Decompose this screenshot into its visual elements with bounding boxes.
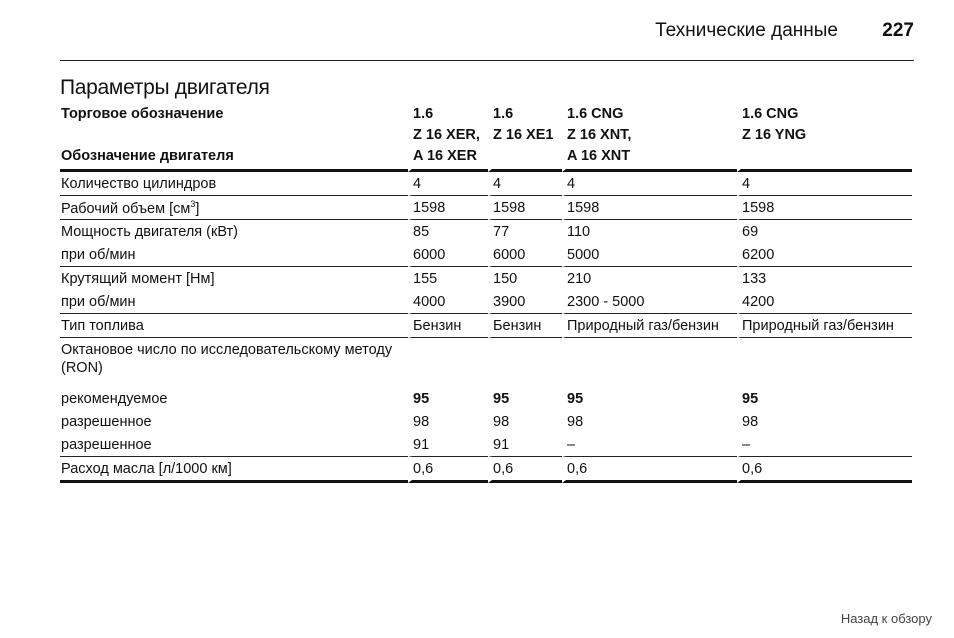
table-row bbox=[60, 433, 912, 457]
cell: 95 bbox=[493, 390, 510, 407]
table-row bbox=[60, 196, 912, 220]
back-to-overview-link[interactable]: Назад к обзору bbox=[840, 611, 932, 626]
cell: 77 bbox=[488, 220, 562, 243]
section-title: Технические данные bbox=[655, 20, 838, 41]
cell: 110 bbox=[562, 220, 737, 243]
cell: Бензин bbox=[408, 314, 488, 338]
cell: – bbox=[562, 433, 737, 457]
table-row bbox=[60, 220, 912, 243]
row-label: рекомендуемое bbox=[61, 390, 168, 407]
cell: 1598 bbox=[562, 196, 737, 220]
column-header: 1.6 CNG bbox=[562, 106, 737, 127]
cell: – bbox=[737, 433, 912, 457]
row-label: при об/мин bbox=[60, 290, 408, 314]
row-label: Мощность двигателя (кВт) bbox=[61, 223, 238, 240]
label-suffix: ] bbox=[195, 200, 200, 217]
cell: 2300 - 5000 bbox=[562, 290, 737, 314]
column-header: 1.6 bbox=[408, 106, 488, 127]
cell: Природный газ/бензин bbox=[562, 314, 737, 338]
row-label: при об/мин bbox=[60, 243, 408, 267]
table-header-row bbox=[60, 127, 912, 148]
cell: 0,6 bbox=[562, 457, 737, 483]
cell: 69 bbox=[737, 220, 912, 243]
column-header: A 16 XNT bbox=[562, 148, 737, 172]
row-label: разрешенное bbox=[60, 433, 408, 457]
cell: 150 bbox=[488, 267, 562, 290]
column-header bbox=[488, 148, 562, 172]
cell: 6000 bbox=[408, 243, 488, 267]
table-row bbox=[60, 243, 912, 267]
column-header: 1.6 bbox=[488, 106, 562, 127]
cell: 6200 bbox=[737, 243, 912, 267]
column-header: Z 16 XNT, bbox=[562, 127, 737, 148]
row-label: Количество цилиндров bbox=[60, 172, 408, 196]
header-divider bbox=[60, 60, 914, 61]
cell: 0,6 bbox=[737, 457, 912, 483]
column-header: Z 16 XER, bbox=[408, 127, 488, 148]
cell: 95 bbox=[567, 390, 584, 407]
cell: 4200 bbox=[737, 290, 912, 314]
superscript: 3 bbox=[190, 198, 196, 209]
row-label: разрешенное bbox=[61, 413, 152, 430]
cell: 4000 bbox=[408, 290, 488, 314]
row-label: Расход масла [л/1000 км] bbox=[60, 457, 408, 483]
row-label: Тип топлива bbox=[60, 314, 408, 338]
cell: 133 bbox=[737, 267, 912, 290]
table-row bbox=[60, 314, 912, 338]
engine-specs-table bbox=[60, 106, 912, 483]
column-header: 1.6 CNG bbox=[737, 106, 912, 127]
page-title: Параметры двигателя bbox=[60, 76, 270, 99]
cell: 1598 bbox=[737, 196, 912, 220]
cell: 91 bbox=[488, 433, 562, 457]
header-label: Обозначение двигателя bbox=[60, 148, 408, 172]
column-header: A 16 XER bbox=[408, 148, 488, 172]
cell: 4 bbox=[408, 172, 488, 196]
label-text: Рабочий объем [см bbox=[61, 200, 191, 217]
table-row bbox=[60, 172, 912, 196]
row-label: Крутящий момент [Нм] bbox=[61, 270, 215, 287]
table-row bbox=[60, 457, 912, 483]
cell: 1598 bbox=[408, 196, 488, 220]
table-row bbox=[60, 387, 912, 410]
cell: 3900 bbox=[488, 290, 562, 314]
cell: 95 bbox=[742, 390, 759, 407]
cell: 4 bbox=[488, 172, 562, 196]
table-row bbox=[60, 290, 912, 314]
cell: 98 bbox=[408, 410, 488, 433]
cell: 1598 bbox=[488, 196, 562, 220]
page-number: 227 bbox=[882, 20, 914, 41]
cell: Природный газ/бензин bbox=[737, 314, 912, 338]
cell: 0,6 bbox=[408, 457, 488, 483]
cell: 6000 bbox=[488, 243, 562, 267]
cell: 5000 bbox=[562, 243, 737, 267]
cell: 210 bbox=[562, 267, 737, 290]
column-header: Z 16 XE1 bbox=[488, 127, 562, 148]
table-row bbox=[60, 267, 912, 290]
header-label: Торговое обозначение bbox=[61, 106, 224, 122]
cell: 98 bbox=[562, 410, 737, 433]
column-header: Z 16 YNG bbox=[737, 127, 912, 148]
cell: 155 bbox=[408, 267, 488, 290]
cell: 4 bbox=[737, 172, 912, 196]
table-row bbox=[60, 410, 912, 433]
page-header bbox=[0, 20, 914, 44]
table-header-row bbox=[60, 148, 912, 172]
column-header bbox=[737, 148, 912, 172]
cell: 95 bbox=[413, 390, 430, 407]
cell: 85 bbox=[408, 220, 488, 243]
row-label bbox=[60, 196, 408, 220]
cell: 91 bbox=[408, 433, 488, 457]
cell: 0,6 bbox=[488, 457, 562, 483]
cell: 98 bbox=[737, 410, 912, 433]
table-header-row bbox=[60, 106, 912, 127]
row-label: Октановое число по исследовательскому методу (RON) bbox=[61, 342, 393, 376]
cell: 4 bbox=[562, 172, 737, 196]
cell: 98 bbox=[488, 410, 562, 433]
table-row bbox=[60, 338, 912, 387]
cell: Бензин bbox=[488, 314, 562, 338]
